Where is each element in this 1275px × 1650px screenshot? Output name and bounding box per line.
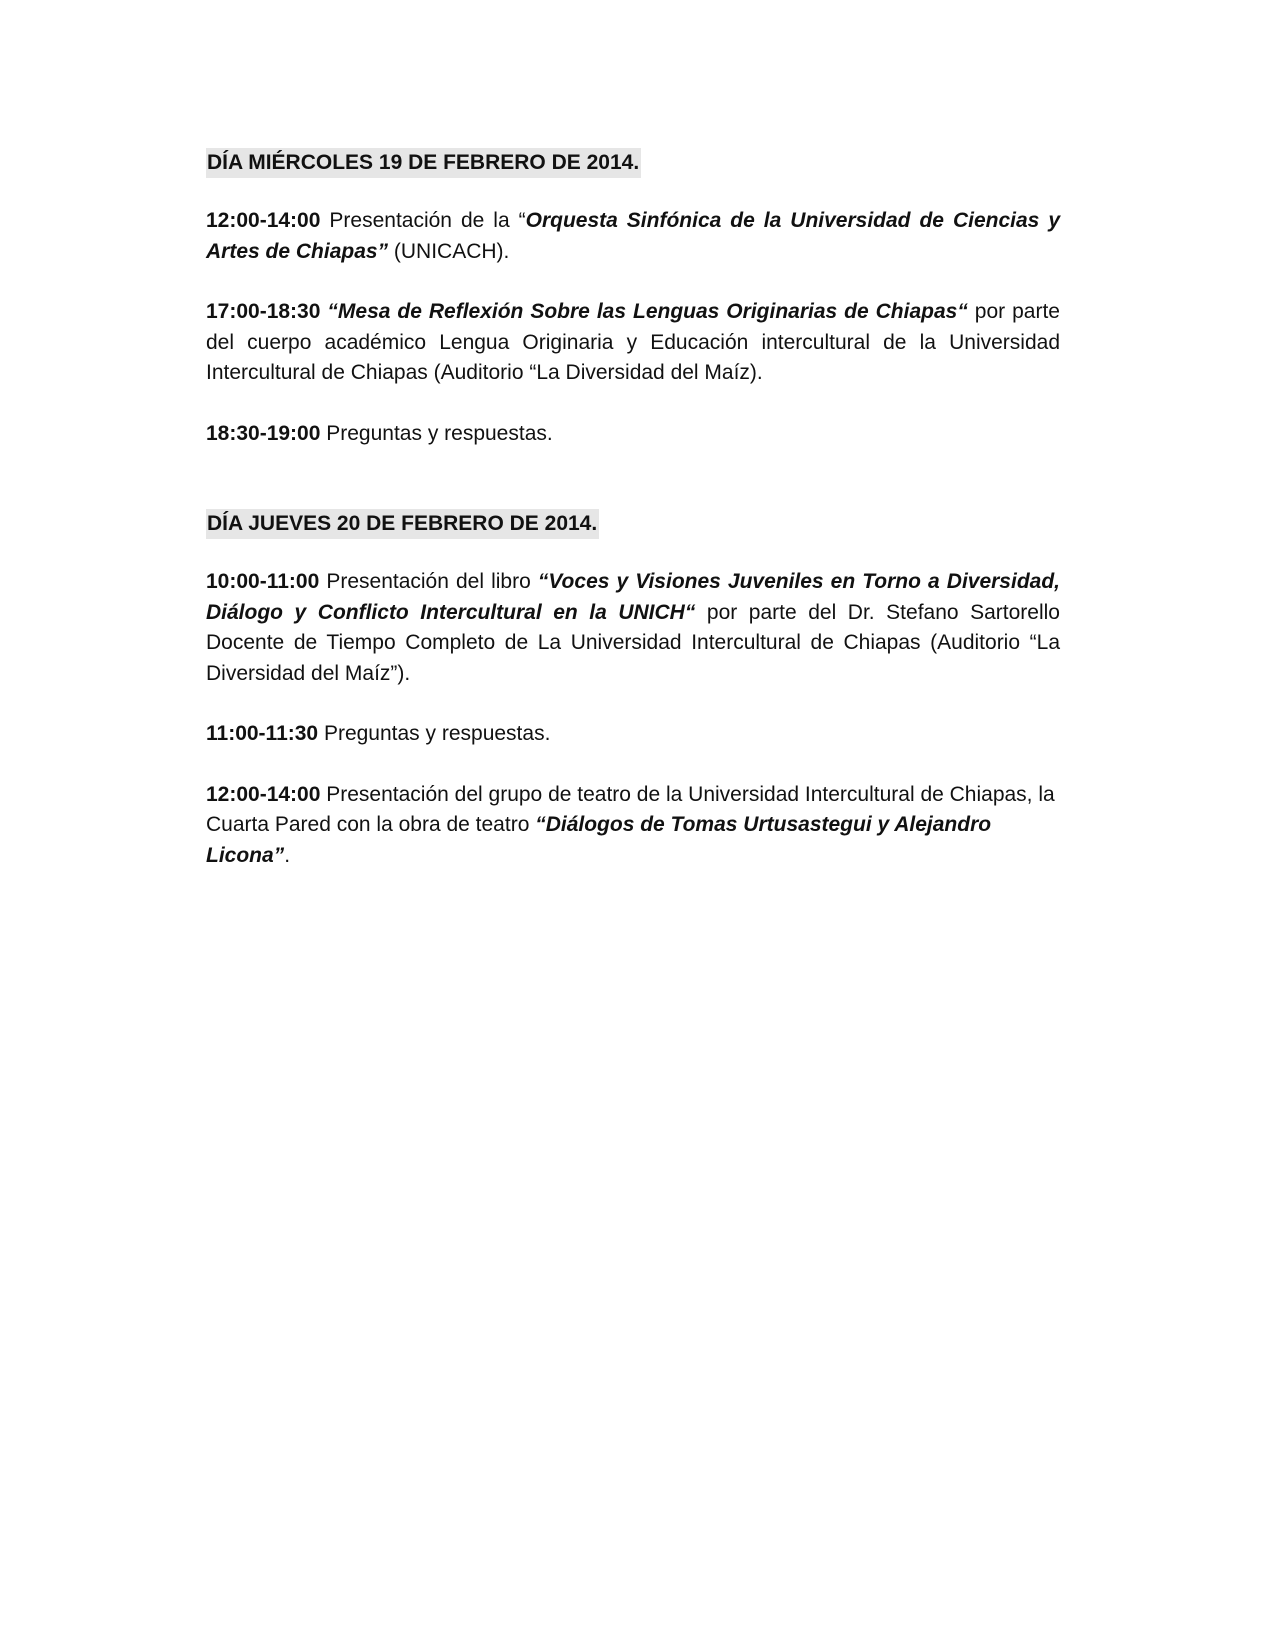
entry-title: “Voces y Visiones Juveniles en Torno a Diversidad, Diálogo y Conflicto Intercultural en la UNICH“: [206, 570, 1060, 624]
schedule-entry: [206, 780, 1060, 872]
entry-text: .: [284, 843, 291, 867]
entry-time: 12:00-14:00: [206, 782, 321, 806]
entry-title: Orquesta Sinfónica de la Universidad de Ciencias y Artes de Chiapas”: [206, 209, 1060, 263]
entry-text: por parte del Dr. Stefano Sartorello Docente de Tiempo Completo de La Universidad Intercultural de Chiapas (Auditorio “La Diversidad del Maíz”).: [206, 600, 1060, 685]
schedule-entry: [206, 567, 1060, 689]
schedule-entry: [206, 719, 1060, 750]
entry-title: “Mesa de Reflexión Sobre las Lenguas Originarias de Chiapas“: [327, 300, 968, 323]
entry-text: por parte del cuerpo académico Lengua Originaria y Educación intercultural de la Universidad Intercultural de Chiapas (Auditorio “La Diversidad del Maíz).: [206, 300, 1060, 384]
entry-text: (UNICACH).: [388, 239, 510, 263]
section-spacer: [206, 479, 1060, 509]
entry-text: Presentación del grupo de teatro de la Universidad Intercultural de Chiapas, la Cuarta Pared con la obra de teatro: [206, 782, 1055, 836]
entry-text: Presentación de la “: [320, 209, 526, 232]
entry-time: 11:00-11:30: [206, 722, 319, 745]
entry-time: 12:00-14:00: [206, 209, 321, 232]
entry-text: Preguntas y respuestas.: [318, 722, 551, 745]
schedule-entry: [206, 206, 1060, 267]
entry-time: 17:00-18:30: [206, 300, 321, 323]
day-heading: DÍA MIÉRCOLES 19 DE FEBRERO DE 2014.: [206, 148, 641, 178]
entry-time: 18:30-19:00: [206, 421, 321, 445]
schedule-entry: [206, 297, 1060, 389]
entry-text: Presentación del libro: [319, 570, 538, 593]
entry-text: Preguntas y respuestas.: [320, 421, 553, 445]
document-page: [206, 148, 1060, 901]
entry-title: “Diálogos de Tomas Urtusastegui y Alejandro Licona”: [206, 813, 992, 867]
day-heading: DÍA JUEVES 20 DE FEBRERO DE 2014.: [206, 509, 599, 539]
entry-time: 10:00-11:00: [206, 570, 320, 593]
schedule-entry: [206, 419, 1060, 450]
